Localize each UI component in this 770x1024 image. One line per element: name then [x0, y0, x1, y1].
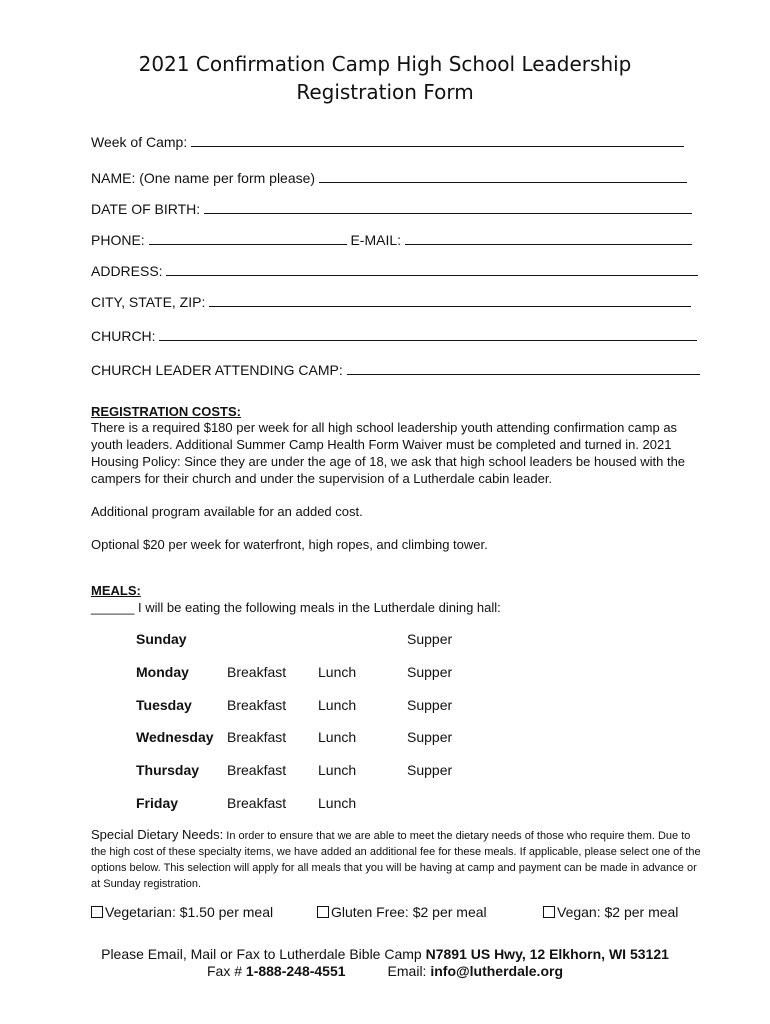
- church-leader-line[interactable]: [347, 362, 700, 375]
- vegetarian-checkbox[interactable]: [91, 906, 103, 918]
- meals-intro-blank[interactable]: ______: [91, 600, 135, 615]
- meal-breakfast: Breakfast: [227, 729, 287, 745]
- week-of-camp-field: [91, 133, 684, 151]
- phone-email-field: [91, 231, 692, 249]
- registration-costs-heading: REGISTRATION COSTS:: [91, 404, 241, 419]
- meal-supper: Supper: [407, 631, 453, 647]
- meal-supper: Supper: [407, 697, 453, 713]
- address-line[interactable]: [166, 263, 698, 276]
- meals-heading: MEALS:: [91, 583, 141, 598]
- address-label: ADDRESS:: [91, 263, 163, 279]
- meal-breakfast: Breakfast: [227, 664, 287, 680]
- meal-lunch: Lunch: [318, 729, 357, 745]
- registration-costs-text: There is a required $180 per week for all high school leadership youth attending confirmation camp as youth leaders. Additional Summer Camp Health Form Waiver must be completed and turned in. 2021 Housing Policy: Since they are under the age of 18, we ask that high school leaders be housed with the campers for their church and under the supervision of a Lutherdale cabin leader.: [91, 420, 686, 486]
- week-of-camp-label: Week of Camp:: [91, 134, 188, 150]
- meal-row: [0, 762, 770, 780]
- meal-lunch: Lunch: [318, 664, 357, 680]
- footer-line-2: [0, 962, 770, 980]
- meal-day: Sunday: [136, 631, 187, 647]
- special-dietary-needs: [91, 827, 701, 892]
- church-label: CHURCH:: [91, 328, 156, 344]
- meal-breakfast: Breakfast: [227, 697, 287, 713]
- name-label: NAME: (One name per form please): [91, 170, 316, 186]
- meal-day: Thursday: [136, 762, 200, 778]
- fax-number: 1-888-248-4551: [245, 963, 346, 979]
- meal-supper: Supper: [407, 664, 453, 680]
- email-contact-link[interactable]: info@lutherdale.org: [430, 963, 563, 979]
- dietary-text: In order to ensure that we are able to meet the dietary needs of those who require them. Due to the high cost of these specialty items, we have added an additional fee for these meals. If applicable, please select one of the options below. This selection will apply for all meals that you will be having at camp and payment can be made in advance or at Sunday registration.: [91, 830, 701, 890]
- name-line[interactable]: [319, 170, 687, 183]
- additional-program-text: Additional program available for an added cost.: [91, 504, 363, 519]
- optional-activities-text: Optional $20 per week for waterfront, high ropes, and climbing tower.: [91, 537, 488, 552]
- footer-instruction: Please Email, Mail or Fax to Lutherdale Bible Camp: [101, 946, 426, 962]
- name-field: [91, 169, 687, 187]
- meal-lunch: Lunch: [318, 795, 357, 811]
- meal-day: Friday: [136, 795, 179, 811]
- phone-label: PHONE:: [91, 232, 145, 248]
- email-line[interactable]: [405, 232, 692, 245]
- gluten-free-option[interactable]: [317, 904, 487, 920]
- email-label: E-MAIL:: [350, 232, 402, 248]
- vegan-checkbox[interactable]: [543, 906, 555, 918]
- meal-supper: Supper: [407, 729, 453, 745]
- meal-row: [0, 631, 770, 649]
- meal-row: [0, 795, 770, 813]
- vegetarian-label: Vegetarian: $1.50 per meal: [105, 904, 274, 920]
- dietary-lead: Special Dietary Needs:: [91, 827, 224, 842]
- gluten-free-checkbox[interactable]: [317, 906, 329, 918]
- church-leader-label: CHURCH LEADER ATTENDING CAMP:: [91, 362, 343, 378]
- form-title: [0, 50, 770, 106]
- church-field: [91, 327, 697, 345]
- dob-label: DATE OF BIRTH:: [91, 201, 201, 217]
- address-field: [91, 262, 698, 280]
- meal-lunch: Lunch: [318, 697, 357, 713]
- city-state-zip-label: CITY, STATE, ZIP:: [91, 294, 206, 310]
- meal-breakfast: Breakfast: [227, 762, 287, 778]
- church-leader-field: [91, 361, 700, 379]
- meal-row: [0, 664, 770, 682]
- meal-day: Wednesday: [136, 729, 214, 745]
- fax-label: Fax #: [207, 963, 246, 979]
- church-line[interactable]: [159, 328, 697, 341]
- meal-supper: Supper: [407, 762, 453, 778]
- footer-address: N7891 US Hwy, 12 Elkhorn, WI 53121: [425, 946, 669, 962]
- meals-intro: [91, 599, 711, 616]
- week-of-camp-line[interactable]: [191, 134, 684, 147]
- footer-line-1: [0, 945, 770, 963]
- meal-row: [0, 729, 770, 747]
- meal-breakfast: Breakfast: [227, 795, 287, 811]
- dob-field: [91, 200, 692, 218]
- title-line-2: Registration Form: [296, 80, 474, 104]
- vegan-option[interactable]: [543, 904, 678, 920]
- city-state-zip-field: [91, 293, 691, 311]
- meal-lunch: Lunch: [318, 762, 357, 778]
- vegan-label: Vegan: $2 per meal: [557, 904, 679, 920]
- vegetarian-option[interactable]: [91, 904, 273, 920]
- meals-intro-text: I will be eating the following meals in the Lutherdale dining hall:: [134, 600, 501, 615]
- meal-row: [0, 697, 770, 715]
- dob-line[interactable]: [204, 201, 692, 214]
- email-contact-label: Email:: [387, 963, 431, 979]
- city-state-zip-line[interactable]: [209, 294, 691, 307]
- meal-day: Tuesday: [136, 697, 192, 713]
- gluten-free-label: Gluten Free: $2 per meal: [331, 904, 487, 920]
- phone-line[interactable]: [149, 232, 347, 245]
- meal-day: Monday: [136, 664, 189, 680]
- title-line-1: 2021 Confirmation Camp High School Leadership: [138, 52, 632, 76]
